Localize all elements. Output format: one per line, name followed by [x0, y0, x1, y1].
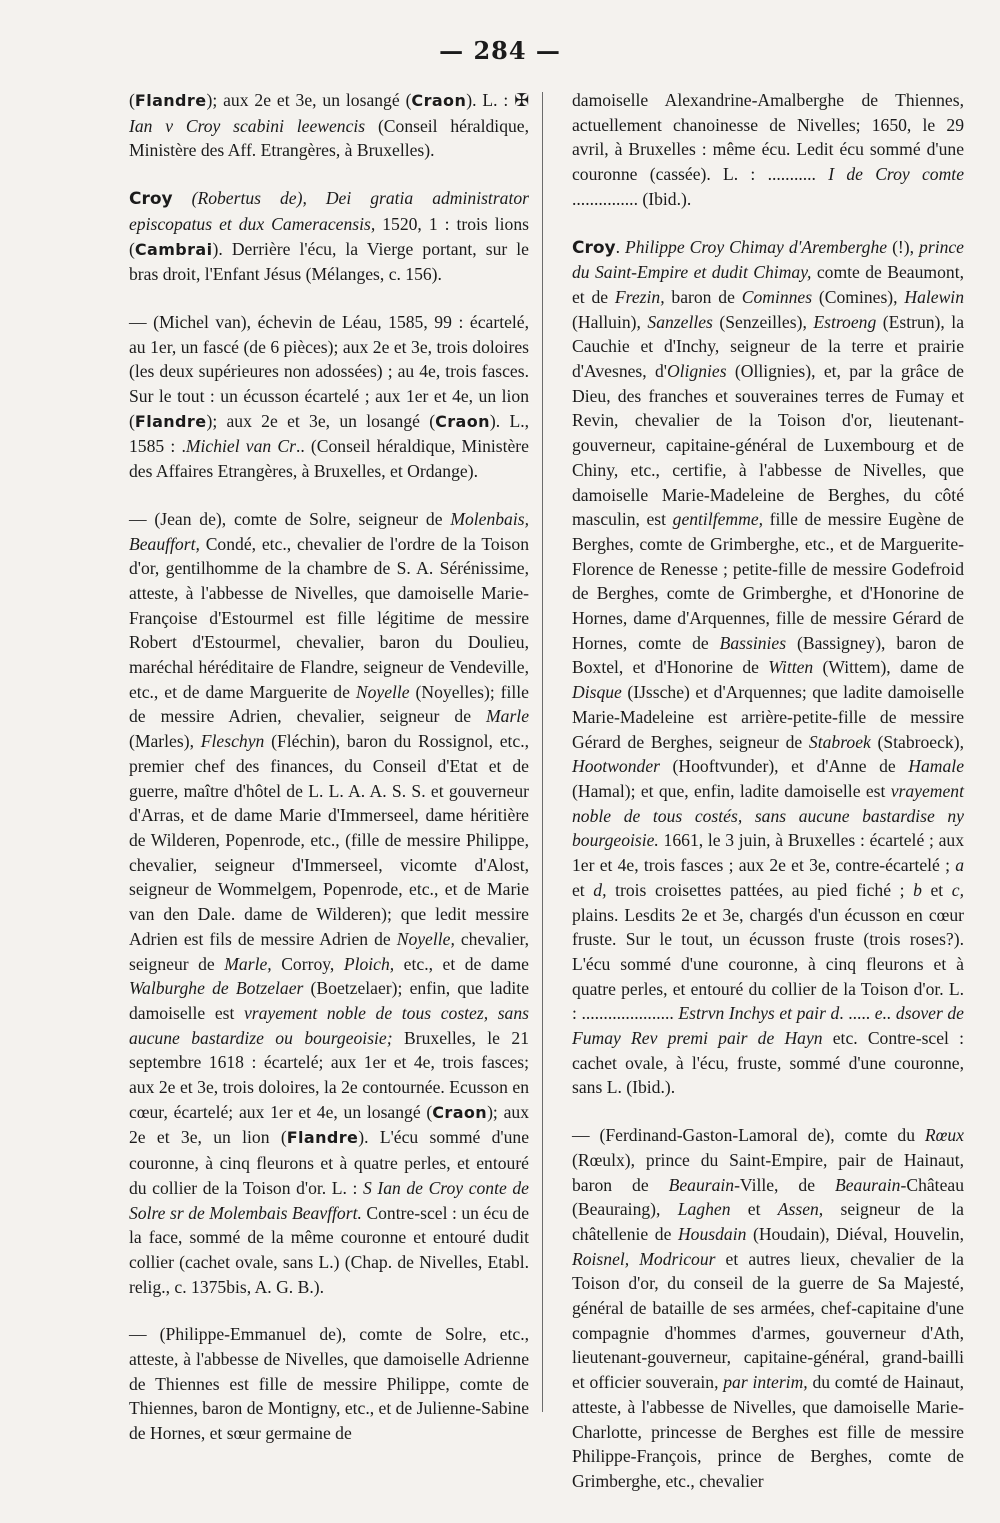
page-number: — 284 —: [439, 36, 561, 65]
right-column: [572, 88, 964, 1517]
legend: e.. dsover de Fumay Rev premi pair de Hayn: [572, 1003, 964, 1049]
legend: Michiel van Cr: [185, 436, 296, 457]
paragraph: damoiselle Alexandrine-Amalberghe de Thiennes, actuellement chanoinesse de Nivelles; 1650, le 29 avril, à Bruxelles : même écu. Ledit écu sommé d'une couronne (cassée). L. : ........... I de Croy comte ............... (Ibid.).: [572, 90, 964, 209]
paragraph: — (Ferdinand-Gaston-Lamoral de), comte du Rœux (Rœulx), prince du Saint-Empire, pair de Hainaut, baron de Beaurain-Ville, de Beaurain-Château (Beauraing), Laghen et Assen, seigneur de la châtellenie de Housdain (Houdain), Diéval, Houvelin, Roisnel, Modricour et autres lieux, chevalier de la Toison d'or, du conseil de la guerre de Sa Majesté, général de bataille de ses armées, chef-capitaine d'une compagnie d'hommes d'armes, gouverneur d'Ath, lieutenant-gouverneur, capitaine-général, grand-bailli et officier souverain, par interim, du comté de Hainaut, atteste, à l'abbesse de Nivelles, que damoiselle Marie-Charlotte, princesse de Berghes est fille de messire Philippe-François, prince de Berghes, comte de Grimberghe, etc., chevalier: [572, 1125, 965, 1491]
left-column: [129, 88, 529, 1469]
entry-flandre-continuation: [129, 88, 529, 163]
paragraph: — (Philippe-Emmanuel de), comte de Solre, etc., atteste, à l'abbesse de Nivelles, que damoiselle Adrienne de Thiennes est fille de messire Philippe, comte de Thiennes, baron de Montigny, etc., et de Julienne-Sabine de Hornes, et sœur germaine de: [129, 1324, 529, 1444]
entry-philippe-emmanuel: [129, 1322, 529, 1446]
entry-michel-van: [129, 310, 529, 484]
paragraph: — (Jean de), comte de Solre, seigneur de Molenbais, Beauffort, Condé, etc., chevalier de l'ordre de la Toison d'or, gentilhomme de la chambre de S. A. Sérénissime, atteste, à l'abbesse de Nivelles, que damoiselle Marie-Françoise d'Estourmel est fille légitime de messire Robert d'Estourmel, chevalier, baron du Doulieu, maréchal héréditaire de Flandre, seigneur de Vendeville, etc., et de dame Marguerite de Noyelle (Noyelles); fille de messire Adrien, chevalier, seigneur de Marle (Marles), Fleschyn (Fléchin), baron du Rossignol, etc., premier chef des finances, du Conseil d'Etat et de guerre, maître d'hôtel de L. L. A. A. S. S. et gouverneur d'Arras, et de dame Marie d'Immerseel, dame héritière de Wilderen, Popenrode, etc., (fille de messire Philippe, chevalier, seigneur d'Immerseel, vicomte d'Alost, seigneur de Wommelgem, Popenrode, etc., et de Marie van den Dale. dame de Wilderen); que ledit messire Adrien est fils de messire Adrien de Noyelle, chevalier, seigneur de Marle, Corroy, Ploich, etc., et de dame Walburghe de Botzelaer (Boetzelaer); enfin, que ladite damoiselle est vrayement noble de tous costez, sans aucune bastardize ou bourgeoisie; Bruxelles, le 21 septembre 1618 : écartelé; aux 1er et 4e, trois fasces; aux 2e et 3e, trois doloires, la 2e contournée. Ecusson en cœur, écartelé; aux 1er et 4e, un losangé (Craon); aux 2e et 3e, un lion (Flandre). L'écu sommé d'une couronne, à cinq fleurons et à quatre perles, et entouré du collier de la Toison d'or. L. : S Ian de Croy conte de Solre sr de Molembais Beavffort. Contre-scel : un écu de la face, sommé de la même couronne et entouré dudit collier (cachet ovale, sans L.) (Chap. de Nivelles, Etabl. relig., c. 1375bis, A. G. B.).: [129, 508, 530, 1297]
legend: I de Croy comte: [828, 164, 964, 185]
placename: Flandre: [286, 1128, 359, 1148]
placename: Cambrai: [134, 239, 213, 259]
placename: Craon: [435, 411, 490, 431]
paragraph: Croy (Robertus de), Dei gratia administrator episcopatus et dux Cameracensis, 1520, 1 : trois lions (Cambrai). Derrière l'écu, la Vierge portant, sur le bras droit, l'Enfant Jésus (Mélanges, c. 156).: [129, 188, 529, 285]
entry-ferdinand-gaston: [572, 1123, 964, 1494]
legend: S Ian de Croy conte de Solre sr de Molembais Beavffort.: [129, 1177, 529, 1223]
paragraph: (Flandre); aux 2e et 3e, un losangé (Craon). L. : ✠ Ian v Croy scabini leewencis (Conseil héraldique, Ministère des Aff. Etrangères, à Bruxelles).: [129, 90, 529, 161]
entry-heading: Croy: [129, 189, 173, 210]
paragraph: Croy. Philippe Croy Chimay d'Aremberghe (!), prince du Saint-Empire et dudit Chimay, comte de Beaumont, et de Frezin, baron de Cominnes (Comines), Halewin (Halluin), Sanzelles (Senzeilles), Estroeng (Estrun), la Cauchie et d'Inchy, seigneur de la terre et prairie d'Avesnes, d'Olignies (Ollignies), et, par la grâce de Dieu, des franches et souveraines terres de Fumay et Revin, chevalier de la Toison d'or, lieutenant-gouverneur, capitaine-général de Luxembourg et de Chiny, etc., certifie, à l'abbesse de Nivelles, que damoiselle Marie-Madeleine de Berghes, du côté masculin, est gentilfemme, fille de messire Eugène de Berghes, comte de Grimberghe, etc., et de Marguerite-Florence de Renesse ; petite-fille de messire Godefroid de Berghes, comte de Grimberghe, et d'Honorine de Hornes, dame d'Arquennes, fille de messire Gérard de Hornes, comte de Bassinies (Bassigney), baron de Boxtel, et d'Honorine de Witten (Wittem), dame de Disque (IJssche) et d'Arquennes; que ladite damoiselle Marie-Madeleine est arrière-petite-fille de messire Gérard de Berghes, seigneur de Stabroek (Stabroeck), Hootwonder (Hooftvunder), et d'Anne de Hamale (Hamal); et que, enfin, ladite damoiselle est vrayement noble de tous costés, sans aucune bastardise ny bourgeoisie. 1661, le 3 juin, à Bruxelles : écartelé ; aux 1er et 4e, trois fasces ; aux 2e et 3e, contre-écartelé ; a et d, trois croisettes pattées, au pied fiché ; b et c, plains. Lesdits 2e et 3e, chargés d'un écusson en cœur fruste. Sur le tout, un écusson fruste (trois roses?). L'écu sommé d'une couronne, à cinq fleurons et à quatre perles, et entouré du collier de la Toison d'or. L. : ..................... Estrvn Inchys et pair d. ..... e.. dsover de Fumay Rev premi pair de Hayn etc. Contre-scel : cachet ovale, à l'écu, fruste, sommé d'une couronne, sans L. (Ibid.).: [572, 236, 965, 1098]
legend: Estrvn Inchys et pair d: [678, 1003, 840, 1024]
placename: Craon: [411, 91, 467, 110]
placename: Craon: [432, 1102, 488, 1122]
entry-jean-de: [129, 507, 529, 1300]
cross-icon: ✠: [514, 91, 529, 111]
placename: Flandre: [134, 411, 207, 431]
entry-croy-robertus: [129, 186, 529, 287]
entry-thiennes-continuation: [572, 88, 964, 212]
placename: Flandre: [134, 91, 207, 110]
legend: Ian v Croy scabini leewencis: [129, 115, 366, 136]
column-divider: [542, 92, 543, 1412]
paragraph: — (Michel van), échevin de Léau, 1585, 99 : écartelé, au 1er, un fascé (de 6 pièces); aux 2e et 3e, trois doloires (les deux supérieures non adossées) ; au 4e, trois fasces. Sur le tout : un écusson écartelé ; aux 1er et 4e, un lion (Flandre); aux 2e et 3e, un losangé (Craon). L., 1585 : .Michiel van Cr.. (Conseil héraldique, Ministère des Affaires Etrangères, à Bruxelles, et Ordange).: [129, 311, 529, 482]
entry-heading: Croy: [572, 237, 616, 258]
entry-croy-philippe: [572, 235, 964, 1101]
